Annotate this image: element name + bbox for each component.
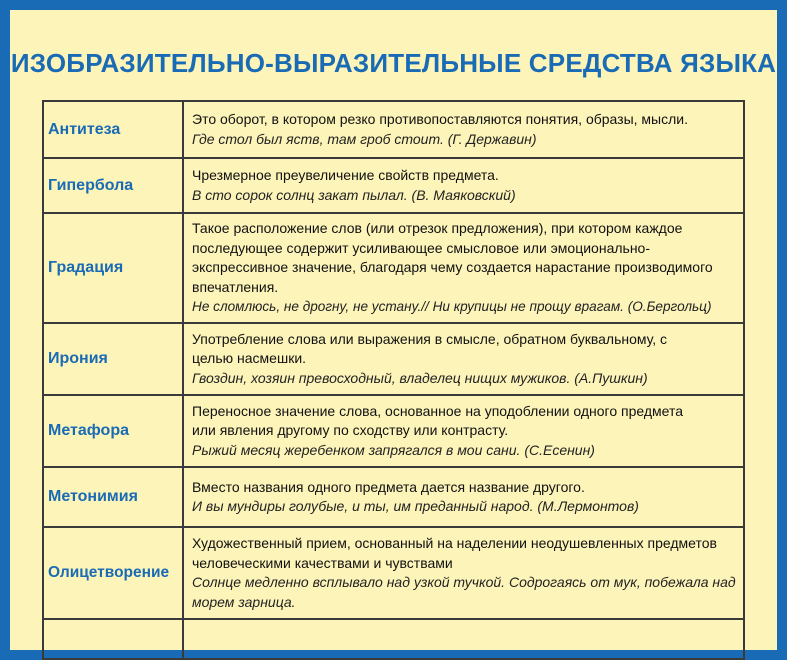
term-cell: Олицетворение — [43, 527, 183, 619]
definition-text: Употребление слова или выражения в смысле, обратном буквальному, с целью насмешки. — [192, 330, 668, 367]
table-row — [43, 101, 744, 158]
table-row — [43, 158, 744, 213]
description-cell — [183, 323, 744, 395]
poster — [10, 10, 777, 650]
definition-text: Переносное значение слова, основанное на уподоблении одного предмета или явления другому по сходству или контрасту. — [192, 402, 683, 439]
example-text: Солнце медленно всплывало над узкой тучкой. Содрогаясь от мук, побежала над морем зарница. — [192, 574, 736, 610]
table-row — [43, 213, 744, 323]
term-cell: Гипербола — [43, 158, 183, 213]
description-cell — [183, 101, 744, 158]
example-text: Рыжий месяц жеребенком запрягался в мои сани. (С.Есенин) — [192, 441, 595, 458]
term-cell: Ирония — [43, 323, 183, 395]
description-cell — [183, 467, 744, 527]
term-cell: Градация — [43, 213, 183, 323]
term-cell: Метонимия — [43, 467, 183, 527]
table-row — [43, 323, 744, 395]
definition-text: Это оборот, в котором резко противопоставляются понятия, образы, мысли. — [192, 111, 689, 127]
definition-text: Художественный прием, основанный на наделении неодушевленных предметов человеческими качествами и чувствами — [192, 535, 717, 571]
table-row — [43, 395, 744, 467]
table-row — [43, 467, 744, 527]
example-text: Не сломлюсь, не дрогну, не устану.// Ни крупицы не прощу врагам. (О.Бергольц) — [192, 299, 712, 315]
description-cell — [183, 158, 744, 213]
description-cell — [183, 619, 744, 659]
table-row — [43, 619, 744, 659]
example-text: В сто сорок солнц закат пылал. (В. Маяковский) — [192, 186, 516, 203]
definition-text: Чрезмерное преувеличение свойств предмета. — [192, 167, 499, 183]
example-text: Где стол был яств, там гроб стоит. (Г. Державин) — [192, 130, 537, 147]
example-text: Гвоздин, хозяин превосходный, владелец нищих мужиков. (А.Пушкин) — [192, 369, 648, 386]
page-title: ИЗОБРАЗИТЕЛЬНО-ВЫРАЗИТЕЛЬНЫЕ СРЕДСТВА ЯЗЫКА — [10, 48, 777, 78]
definition-text: Такое расположение слов (или отрезок предложения), при котором каждое последующее содержит усиливающее смысловое или эмоционально-экспрессивное значение, благодаря чему создается нарастание производимого впечатления. — [192, 220, 713, 295]
definition-text: Вместо названия одного предмета дается название другого. — [192, 478, 585, 495]
term-cell — [43, 619, 183, 659]
table-row — [43, 527, 744, 619]
terms-table — [42, 100, 745, 660]
term-cell: Метафора — [43, 395, 183, 467]
example-text: И вы мундиры голубые, и ты, им преданный народ. (М.Лермонтов) — [192, 498, 639, 514]
description-cell — [183, 213, 744, 323]
description-cell — [183, 395, 744, 467]
term-cell: Антитеза — [43, 101, 183, 158]
description-cell — [183, 527, 744, 619]
